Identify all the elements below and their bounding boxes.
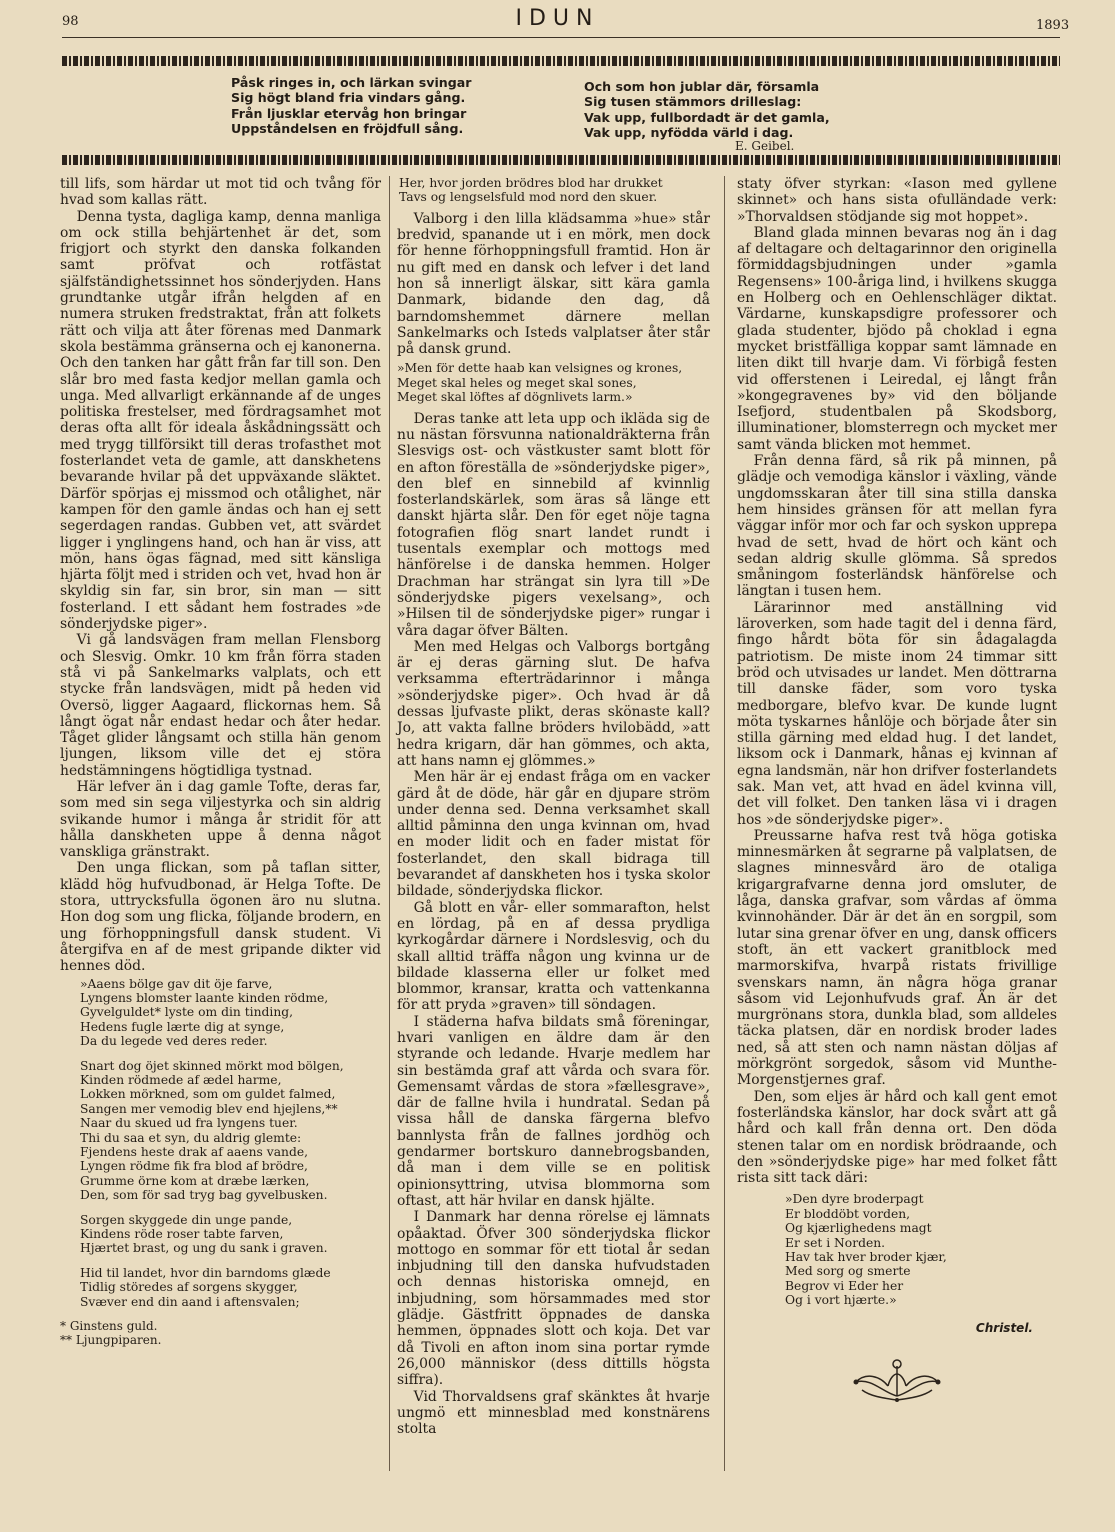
verse-line: Kinden rödmede af ædel harme, [80,1072,282,1087]
page-header [0,0,1115,50]
verse-line: Hedens fugle lærte dig at synge, [80,1019,285,1034]
epigraph-line: Uppståndelsen en fröjdfull sång. [231,121,464,137]
verse-line: Meget skal heles og meget skal sones, [397,375,637,390]
column-divider [389,176,390,1471]
epigraph-signature: E. Geibel. [735,139,795,153]
verse-line: Svæver end din aand i aftensvalen; [80,1294,300,1309]
paragraph: Valborg i den lilla klädsamma »hue» står bredvid, spanande ut i en mörk, men dock för henne förhoppningsfull framtid. Hon är nu gift med en dansk och lefver i det land hon så innerligt älskar, sitt kära gamla Danmark, bidande den dag, då barndomshemmet därnere mellan Sankelmarks och Isteds valplatser åter står på dansk grund. [397,210,710,358]
verse-line: Hjærtet brast, og ung du sank i graven. [80,1241,328,1256]
verse-line: Er set i Norden. [785,1235,886,1250]
verse-line: Hav tak hver broder kjær, [785,1250,947,1265]
header-rule [62,37,1060,38]
poem-stanza [60,1213,381,1256]
page-number: 98 [62,14,79,29]
epigraph-left [231,75,561,137]
paragraph: Men med Helgas och Valborgs bortgång är ej deras gärning slut. De hafva verksamma efterträdarinnor i många »sönderjydske piger». Och hvad är då dessas ljufvaste plikt, deras skönaste kall? Jo, att vakta fallne bröders hvilobädd, »att hedra krigarn, där han gömmes, och akta, att hans namn ej glömmes.» [397,638,710,769]
poem-stanza [60,1266,381,1309]
verse-line: Lokken mörkned, som om guldet falmed, [80,1087,336,1102]
paragraph: Bland glada minnen bevaras nog än i dag af deltagare och deltagarinnor den originella förmiddagsbjudningen under »gamla Regensens» 100-åriga lind, i hvilkens skugga en Holberg och en Oehlenschläger diktat. Värdarne, kunskapsdigre professorer och glada studenter, bjödo på choklad i egna mycket bristfälliga koppar samt lämnade en liten dikt till hvarje dam. Vi förbigå festen vid offerstenen i Leiredal, ej långt från »kongegravenes by» vid den böljande Isefjord, studentbalen på Skodsborg, illuminationer, blomsterregn och mycket mer samt vända blicken mot hemmet. [737,224,1057,453]
verse-line: Her, hvor jorden brödres blod har drukket [399,176,663,190]
paragraph: Här lefver än i dag gamle Tofte, deras far, som med sin sega viljestyrka och sin aldrig svikande humor i många år stridit för att hålla danskheten uppe å denna något vanskliga gränstrakt. [60,778,381,861]
ornamental-border-bottom [62,155,1060,165]
footnote: ** Ljungpiparen. [60,1333,162,1348]
epigraph-line: Vak upp, nyfödda värld i dag. [584,125,794,141]
verse-line: Lyngen rödme fik fra blod af brödre, [80,1159,308,1174]
paragraph: Vi gå landsvägen fram mellan Flensborg och Slesvig. Omkr. 10 km från förra staden stå vi på Sankelmarks valplats, och ett stycke från landsvägen, midt på heden vid Oversö, ligger Aagaard, flickornas hem. Så långt ögat når endast hedar och åter hedar. Tåget glider långsamt och stilla hän genom ljungen, liksom ville det ej störa hedstämningens högtidliga tystnad. [60,632,381,779]
verse-line: Grumme örne kom at dræbe lærken, [80,1173,310,1188]
paragraph: Denna tysta, dagliga kamp, denna manliga om ock stilla behjärtenhet är det, som frigjort och styrkt den danska folkanden samt pröfvat och rotfästat själfständighetssinnet hos sönderjyden. Hans grundtanke utgår ifrån helgden af en numera struken fredstraktat, från att folkets rätt och vilja att åter förenas med Danmark skola bestämma gränserna och ej kanonerna. Och den tanken har gått från far till son. Den slår bro med fasta kedjor mellan gamla och unga. Med allvarligt erkännande af de unges politiska frestelser, med fördragsamhet mot deras ofta allt för ideala åskådningssätt och med trygg tillförsikt till deras trofasthet mot fosterlandet veta de gamle, att danskhetens bevarande hvilar på det uppväxande släktet. Därför spörjas ej missmod och otålighet, när kampen för den gamle ändas och han ej sett segerdagen randas. Gubben vet, att svärdet ligger i ynglingens hand, och han är viss, att mön, hans ögas fägnad, med sitt känsliga hjärta följt med i striden och vet, hvad hon är skyldig sin far, sin bror, sin man — sitt fosterland. I ett sådant hem fostrades »de sönderjydske piger». [60,208,381,633]
poem-stanza [397,176,710,205]
verse-line: »Men för dette haab kan velsignes og krones, [397,361,683,376]
epigraph-right [584,79,1004,141]
verse-line: Naar du skued ud fra lyngens tuer. [80,1116,298,1131]
verse-line: Thi du saa et syn, du aldrig glemte: [80,1130,302,1145]
verse-line: Hid til landet, hvor din barndoms glæde [80,1265,331,1280]
paragraph: Lärarinnor med anställning vid läroverken, som hade tagit del i denna färd, fingo hårdt böta för sin ådagalagda patriotism. De miste inom 24 timmar sitt bröd och utvisades ur landet. Men döttrarna till danske fäder, som voro tyska medborgare, blefvo kvar. De kunde lugnt möta tyskarnes hånlöje och började åter sin stilla gärning med eldad hug. I det landet, liksom ock i Danmark, hånas ej kvinnan af egna landsmän, när hon drifver fosterlandets sak. Man vet, att hvad en ädel kvinna vill, det vill folket. Den tanken läsa vi i dragen hos »de sönderjydske piger». [737,599,1057,828]
verse-line: Fjendens heste drak af aaens vande, [80,1145,309,1160]
verse-line: Kindens röde roser tabte farven, [80,1227,284,1242]
epigraph-line: Sig högt bland fria vindars gång. [231,90,466,106]
verse-line: »Aaens bölge gav dit öje farve, [80,976,273,991]
floral-vignette-icon [842,1356,952,1404]
verse-line: Tavs og lengselsfuld mod nord den skuer. [399,190,658,205]
epigraph-line: Påsk ringes in, och lärkan svingar [231,75,472,90]
verse-line: Er bloddöbt vorden, [785,1206,911,1221]
verse-line: Sangen mer vemodig blev end hjejlens,** [80,1101,338,1116]
poem-stanza [60,1059,381,1203]
paragraph: Den unga flickan, som på taflan sitter, klädd hög hufvudbonad, är Helga Tofte. De stora, uttrycksfulla ögonen äro nu slutna. Hon dog som ung flicka, följande brodern, en ung förhoppningsfull dansk student. Vi återgifva en af de mest gripande dikter vid hennes död. [60,860,381,975]
poem-stanza [397,361,710,404]
verse-line: Og kjærlighedens magt [785,1221,932,1236]
paragraph: Från denna färd, så rik på minnen, på glädje och vemodiga känslor i växling, vände ungdomsskaran åter till sina stilla danska hem hinsides gränsen för att mellan fyra väggar inför mor och far och syskon upprepa hvad de sett, hvad de hört och känt och sedan aldrig skulle glömma. Så spredos småningom fosterländsk hänförelse och längtan i tusen hem. [737,453,1057,600]
article-signature: Christel. [975,1320,1033,1335]
verse-line: Den, som för sad tryg bag gyvelbusken. [80,1188,328,1203]
column-left [60,176,381,1347]
verse-line: Tidlig störedes af sorgens skygger, [80,1280,298,1295]
verse-line: Lyngens blomster laante kinden rödme, [80,990,329,1005]
footnote: * Ginstens guld. [60,1319,158,1334]
verse-line: Gyvelguldet* lyste om din tinding, [80,1005,294,1020]
verse-line: Og i vort hjærte.» [785,1293,897,1308]
verse-line: »Den dyre broderpagt [785,1192,924,1207]
verse-line: Med sorg og smerte [785,1264,911,1279]
verse-line: Snart dog öjet skinned mörkt mod bölgen, [80,1058,344,1073]
verse-line: Begrov vi Eder her [785,1278,904,1293]
epigraph-line: Från ljusklar etervåg hon bringar [231,105,467,121]
page-year: 1893 [1036,18,1070,33]
verse-line: Meget skal löftes af dögnlivets larm.» [397,390,633,405]
verse-line: Sorgen skyggede din unge pande, [80,1212,293,1227]
paragraph: Men här är ej endast fråga om en vacker gärd åt de döde, här går en djupare ström under denna sed. Denna verksamhet skall alltid påminna den unga kvinnan om, hvad en moder lidit och en fader mistat för fosterlandet, den skall bidraga till bevarandet af danskheten hos i tyska skolor bildade, sönderjydska flickor. [397,769,710,900]
verse-line: Da du legede ved deres reder. [80,1034,268,1049]
column-divider [724,176,725,1471]
column-middle [397,176,710,1437]
paragraph: Gå blott en vår- eller sommarafton, helst en lördag, på en af dessa prydliga kyrkogårdar därnere i Nordslesvig, och du skall alltid träffa någon ung kvinna ur de bildade klasserna eller ur folket med blommor, kransar, kratta och vattenkanna för att pryda »graven» till söndagen. [397,899,710,1014]
column-right [737,176,1057,1404]
epigraph-line: Och som hon jublar där, församla [584,79,820,94]
paragraph: staty öfver styrkan: «Iason med gyllene skinnet» och hans sista ofulländade verk: »Thorvaldsen stödjande sig mot hoppet». [737,176,1057,225]
paragraph: I Danmark har denna rörelse ej lämnats opåaktad. Öfver 300 sönderjydska flickor mottogo en sommar för ett tiotal år sedan inbjudning till den danska hufvudstaden och dennas historiska omnejd, en inbjudning, som hörsammades med stor glädje. Gästfritt öppnades de danska hemmen, öppnades slott och koja. Det var då Tivoli en afton inom sina portar rymde 26,000 människor (dess dittills högsta siffra). [397,1209,710,1389]
poem-stanza [737,1192,1057,1307]
paragraph: till lifs, som härdar ut mot tid och tvång för hvad som kallas rätt. [60,176,381,209]
ornamental-border-top [62,56,1060,66]
paragraph: I städerna hafva bildats små föreningar, hvari vanligen en äldre dam är den styrande och ledande. Hvarje medlem har sin bestämda graf att vårda och svara för. Gemensamt vårdas de stora »fællesgrave», där de fallne hvila i hundratal. Sedan på vissa håll de danska färgerna blefvo bannlysta från de fallnes jordhög och gendarmer bortskuro dannebrogsbanden, då man i dem ville se en politisk opinionsyttring, utvisa blommorna som oftast, att här hvilar en dansk hjälte. [397,1013,710,1209]
poem-stanza [60,977,381,1049]
paragraph: Vid Thorvaldsens graf skänktes åt hvarje ungmö ett minnesblad med konstnärens stolta [397,1388,710,1438]
epigraph-line: Sig tusen stämmors drilleslag: [584,94,802,110]
epigraph-line: Vak upp, fullbordadt är det gamla, [584,109,830,125]
paragraph: Deras tanke att leta upp och ikläda sig de nu nästan försvunna nationaldräkterna från Slesvigs ost- och västkuster samt blott för en afton föreställa de »sönderjydske piger», den blef en sinnebild af kvinnlig fosterlandskärlek, som äras så länge ett danskt hjärta slår. Den för eget nöje tagna fotografien flög snart landet rundt i tusentals exemplar och mottogs med hänförelse i de danska hemmen. Holger Drachman har strängat sin lyra till »De sönderjydske pigers vexelsang», och »Hilsen til de sönderjydske piger» rungar i våra dagar öfver Bälten. [397,410,710,639]
page-title: IDUN [515,6,600,31]
paragraph: Den, som eljes är hård och kall gent emot fosterländska känslor, har dock svårt att gå hård och kall från denna ort. Den döda stenen talar om en nordisk brödraande, och den »sönderjydske pige» har med folket fått rista sitt tack däri: [737,1088,1057,1187]
paragraph: Preussarne hafva rest två höga gotiska minnesmärken åt segrarne på valplatsen, de slagnes minnesvård äro de otaliga krigargrafvarne denna jord omsluter, de låga, danska grafvar, som vårdas af ömma kvinnohänder. Där är det än en sorgpil, som lutar sina grenar öfver en ung, dansk officers stoft, än ett vackert granitblock med marmorskifva, hvarpå ristats frivillige svenskars namn, än några höga granar såsom vid Lejonhufvuds graf. Än är det murgrönans stora, dunkla blad, som alldeles täcka platsen, där en nordisk broder lades ned, så att sten och namn nästan döljas af mörkgrönt sorgedok, såsom vid Munthe-Morgenstjernes graf. [737,827,1057,1089]
footnotes [60,1319,381,1347]
